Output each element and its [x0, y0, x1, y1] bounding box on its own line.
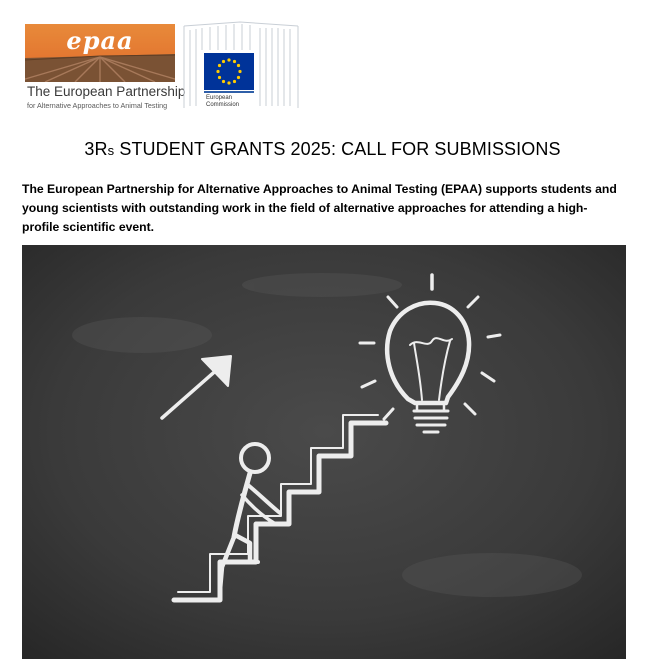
chalkboard-stairs-lightbulb-icon — [22, 245, 626, 659]
title-part-small: s — [107, 143, 115, 158]
ec-logo-line1: European — [206, 95, 233, 101]
intro-paragraph: The European Partnership for Alternative Approaches to Animal Testing (EPAA) supports students and young scientists with outstanding work in the field of alternative approaches for attending a high-profile scientific event. — [22, 182, 617, 234]
page-title — [0, 139, 645, 160]
ec-logo-line2: Commission — [206, 102, 240, 108]
epaa-logo-title: The European Partnership — [27, 84, 186, 99]
title-part-1: 3R — [84, 139, 108, 159]
european-commission-logo — [180, 20, 302, 112]
epaa-wordmark: epaa — [66, 26, 134, 55]
eu-flag-icon — [204, 53, 254, 90]
epaa-logo — [25, 24, 186, 112]
ec-logo-text — [206, 95, 239, 109]
title-part-2: STUDENT GRANTS 2025: CALL FOR SUBMISSIONS — [114, 139, 561, 159]
ec-logo-divider — [204, 91, 254, 93]
epaa-logo-subtitle: for Alternative Approaches to Animal Testing — [27, 101, 168, 110]
